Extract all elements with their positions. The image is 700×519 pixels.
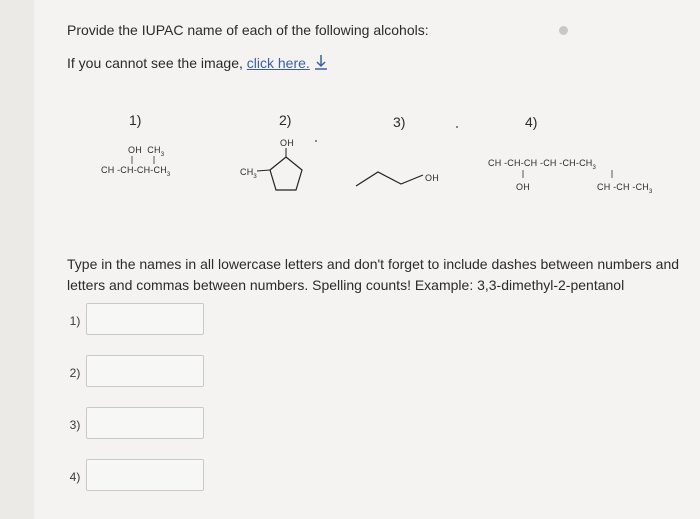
structure-4-oh: OH <box>516 182 530 192</box>
s2-dot <box>315 140 317 142</box>
propanol-skeleton <box>356 172 423 186</box>
answer-4-input[interactable] <box>86 459 204 491</box>
answer-2-input[interactable] <box>86 355 204 387</box>
cyclopentane-ring <box>270 157 302 190</box>
structure-3-number: 3) <box>393 114 406 130</box>
answer-1-input[interactable] <box>86 303 204 335</box>
structure-1-chain: CH $-CH-CH-CH_3$ <box>101 165 171 178</box>
s2-ch3-bond <box>257 170 270 171</box>
s3-dot <box>456 126 458 128</box>
instructions: Type in the names in all lowercase letters and don't forget to include dashes between numbers and letters and commas between numbers. Spelling counts! Example: 3,3-dimethyl-2-pentanol <box>67 256 680 293</box>
click-here-link[interactable]: click here. <box>246 55 310 71</box>
structure-2-oh: OH <box>280 138 294 148</box>
hint-text: If you cannot see the image, <box>67 55 247 71</box>
structure-1-number: 1) <box>129 112 142 128</box>
structure-2-ch3: $CH_3$ <box>240 167 257 180</box>
structure-4-main-chain: CH -CH-CH -CH $-CH-CH_3$ <box>488 158 597 171</box>
question-prompt: Provide the IUPAC name of each of the following alcohols: <box>67 22 429 38</box>
structure-4-number: 4) <box>525 114 538 130</box>
answer-4-label: 4) <box>69 470 81 484</box>
structure-1-top-labels: OH $CH_3$ <box>128 145 165 158</box>
structure-3-oh: OH <box>425 173 439 183</box>
structure-2-number: 2) <box>279 112 292 128</box>
answer-3-label: 3) <box>69 418 81 432</box>
structure-4-branch: CH -CH $-CH_3$ <box>597 182 653 195</box>
answer-3-input[interactable] <box>86 407 204 439</box>
answer-1-label: 1) <box>69 314 81 328</box>
answer-2-label: 2) <box>69 366 81 380</box>
